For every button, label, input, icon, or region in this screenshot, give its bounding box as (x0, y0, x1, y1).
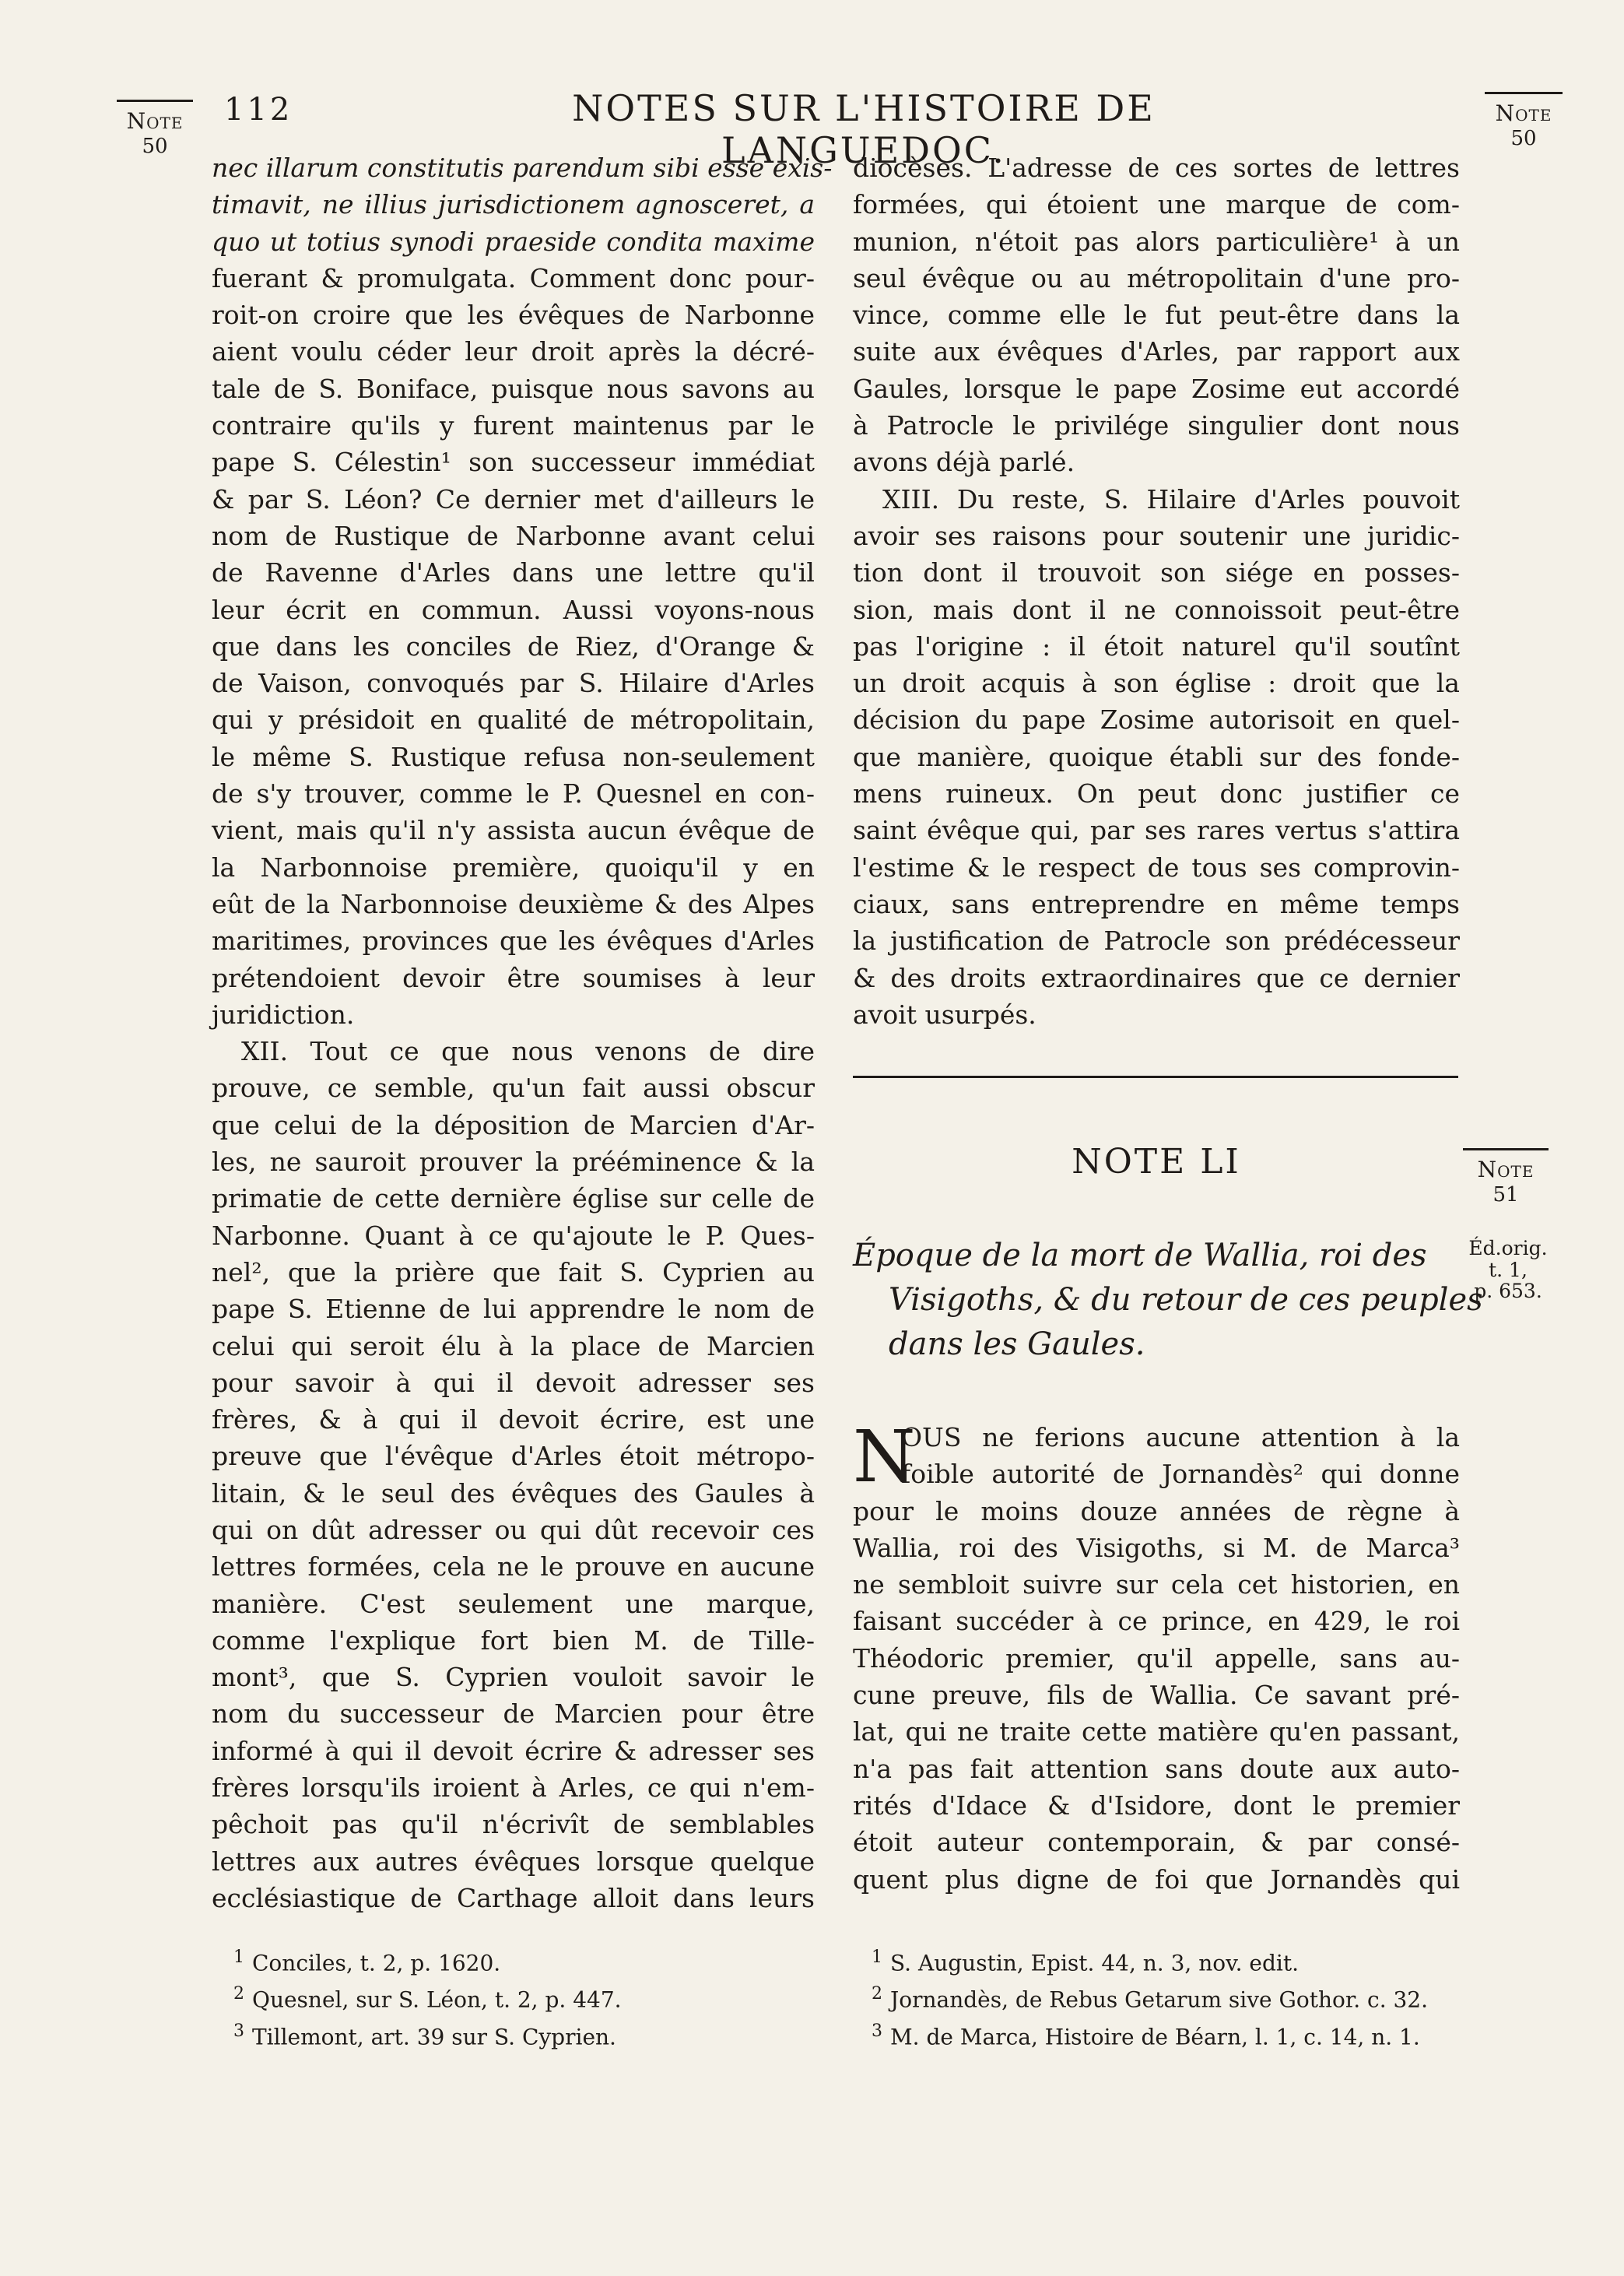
text-line: frères lorsqu'ils iroient à Arles, ce qui n'em- (212, 1772, 815, 1804)
text-line: lettres formées, cela ne le prouve en aucune (212, 1551, 815, 1582)
subtitle-line: dans les Gaules. (889, 1326, 1145, 1362)
running-title: NOTES SUR L'HISTOIRE DE LANGUEDOC. (572, 87, 1156, 171)
text-line: OUS ne ferions aucune attention à la (901, 1422, 1460, 1452)
text-line: manière. C'est seulement une marque, (212, 1588, 815, 1619)
text-line: quo ut totius synodi praeside condita maxime (212, 226, 815, 257)
footnote-text: Jornandès, de Rebus Getarum sive Gothor. c. 32. (890, 1986, 1429, 2013)
text-line: pêchoit pas qu'il n'écrivît de semblables (212, 1809, 815, 1840)
text-line: n'a pas fait attention sans doute aux auto- (853, 1753, 1460, 1784)
text-line: l'estime & le respect de tous ses comprovin- (853, 852, 1460, 883)
note-subtitle (853, 1234, 1483, 1367)
footnote-text: Quesnel, sur S. Léon, t. 2, p. 447. (252, 1986, 622, 2013)
text-line: pape S. Célestin¹ son successeur immédiat (212, 447, 815, 478)
footnote-text: Tillemont, art. 39 sur S. Cyprien. (252, 2023, 616, 2049)
text-line: foible autorité de Jornandès² qui donne (901, 1459, 1460, 1490)
text-line: tion dont il trouvoit son siége en posses- (853, 557, 1460, 588)
text-line: XIII. Du reste, S. Hilaire d'Arles pouvoit (882, 483, 1460, 515)
text-line: avoir ses raisons pour soutenir une juridic- (853, 520, 1460, 551)
footnote (872, 2016, 1478, 2053)
text-line: suite aux évêques d'Arles, par rapport aux (853, 336, 1460, 367)
text-line: un droit acquis à son église : droit que la (853, 668, 1460, 699)
text-line: qui on dût adresser ou qui dût recevoir ces (212, 1514, 815, 1545)
text-line: de Ravenne d'Arles dans une lettre qu'il (212, 557, 815, 588)
text-line: maritimes, provinces que les évêques d'Arles (212, 926, 815, 957)
footnote-text: Conciles, t. 2, p. 1620. (252, 1950, 501, 1976)
text-line: le même S. Rustique refusa non-seulement (212, 741, 815, 772)
edition-line: p. 653. (1474, 1280, 1542, 1302)
text-line: pape S. Etienne de lui apprendre le nom de (212, 1294, 815, 1325)
text-line: rités d'Idace & d'Isidore, dont le premier (853, 1790, 1460, 1821)
footnotes-right (872, 1942, 1478, 2053)
footnote-mark: 3 (872, 2021, 882, 2041)
text-line: qui y présidoit en qualité de métropolitain, (212, 704, 815, 736)
text-line: lettres aux autres évêques lorsque quelque (212, 1846, 815, 1877)
text-line: roit-on croire que les évêques de Narbonne (212, 300, 815, 331)
footnote (872, 1979, 1478, 2015)
footnote (233, 1942, 825, 1979)
text-line: sion, mais dont il ne connoissoit peut-être (853, 594, 1460, 625)
subtitle-line: Visigoths, & du retour de ces peuples (889, 1282, 1483, 1318)
text-line: ciaux, sans entreprendre en même temps (853, 888, 1460, 919)
footnote-mark: 3 (233, 2021, 244, 2041)
text-line: que dans les conciles de Riez, d'Orange & (212, 630, 815, 662)
text-line: nel², que la prière que fait S. Cyprien au (212, 1256, 815, 1287)
margin-rule (1463, 1148, 1549, 1150)
footnote-text: M. de Marca, Histoire de Béarn, l. 1, c. 14, n. 1. (890, 2023, 1420, 2049)
text-line: nom du successeur de Marcien pour être (212, 1698, 815, 1730)
text-line: la Narbonnoise première, quoiqu'il y en (212, 852, 815, 883)
text-line: contraire qu'ils y furent maintenus par le (212, 410, 815, 441)
text-line: lat, qui ne traite cette matière qu'en passant, (853, 1716, 1460, 1747)
text-line: & des droits extraordinaires que ce dernier (853, 962, 1460, 993)
subtitle-line: Époque de la mort de Wallia, roi des (853, 1238, 1427, 1273)
text-line: timavit, ne illius jurisdictionem agnosceret, a (212, 189, 815, 220)
drop-cap: N (853, 1415, 916, 1498)
footnote (233, 1979, 825, 2015)
note-heading: NOTE LI (1072, 1142, 1241, 1182)
text-line: celui qui seroit élu à la place de Marcien (212, 1330, 815, 1361)
text-line: avoit usurpés. (853, 999, 1036, 1030)
margin-note-right-top (1485, 92, 1563, 151)
text-line: Théodoric premier, qu'il appelle, sans au- (853, 1642, 1460, 1674)
text-line: comme l'explique fort bien M. de Tille- (212, 1624, 815, 1656)
margin-note-number: 50 (142, 134, 168, 158)
text-line: diocèses. L'adresse de ces sortes de lettres (853, 153, 1460, 183)
text-line: eût de la Narbonnoise deuxième & des Alpes (212, 888, 815, 919)
text-line: primatie de cette dernière église sur celle de (212, 1183, 815, 1214)
text-line: prouve, ce semble, qu'un fait aussi obscur (212, 1073, 815, 1104)
text-line: quent plus digne de foi que Jornandès qui (853, 1863, 1460, 1895)
text-line: informé à qui il devoit écrire & adresser ses (212, 1735, 815, 1766)
text-line: tale de S. Boniface, puisque nous savons au (212, 373, 815, 404)
edition-line: t. 1, (1489, 1258, 1528, 1281)
text-line: XII. Tout ce que nous venons de dire (241, 1036, 815, 1067)
text-line: Wallia, roi des Visigoths, si M. de Marca³ (853, 1532, 1460, 1563)
footnote-mark: 2 (872, 1984, 882, 2004)
text-line: faisant succéder à ce prince, en 429, le roi (853, 1606, 1460, 1637)
text-line: litain, & le seul des évêques des Gaules à (212, 1477, 815, 1509)
footnote-mark: 2 (233, 1984, 244, 2004)
text-line: seul évêque ou au métropolitain d'une pro- (853, 262, 1460, 293)
footnote (872, 1942, 1478, 1979)
text-line: les, ne sauroit prouver la prééminence & la (212, 1147, 815, 1178)
text-line: frères, & à qui il devoit écrire, est une (212, 1404, 815, 1435)
edition-line: Éd.orig. (1468, 1237, 1548, 1259)
margin-note-number: 50 (1510, 126, 1537, 150)
section-separator (853, 1076, 1458, 1078)
page-number: 112 (224, 92, 293, 128)
margin-rule (1485, 92, 1563, 94)
text-line: vient, mais qu'il n'y assista aucun évêque de (212, 815, 815, 846)
footnote-text: S. Augustin, Epist. 44, n. 3, nov. edit. (890, 1950, 1300, 1976)
text-line: à Patrocle le privilége singulier dont nous (853, 410, 1460, 441)
text-line: nom de Rustique de Narbonne avant celui (212, 520, 815, 551)
margin-note-right-mid (1463, 1148, 1549, 1207)
text-line: que celui de la déposition de Marcien d'Ar- (212, 1109, 815, 1140)
margin-note-label: Note (1477, 1157, 1535, 1182)
text-line: pour le moins douze années de règne à (853, 1495, 1460, 1526)
text-line: pour savoir à qui il devoit adresser ses (212, 1367, 815, 1398)
text-line: munion, n'étoit pas alors particulière¹ à un (853, 226, 1460, 257)
text-line: la justification de Patrocle son prédécesseur (853, 926, 1460, 957)
text-line: ecclésiastique de Carthage alloit dans leurs (212, 1882, 815, 1913)
footnotes-left (233, 1942, 825, 2053)
text-line: ne sembloit suivre sur cela cet historien, en (853, 1569, 1460, 1600)
margin-note-label: Note (1495, 100, 1552, 126)
text-line: vince, comme elle le fut peut-être dans la (853, 300, 1460, 331)
text-line: fuerant & promulgata. Comment donc pour- (212, 262, 815, 293)
text-line: mont³, que S. Cyprien vouloit savoir le (212, 1662, 815, 1693)
text-line: aient voulu céder leur droit après la décré- (212, 336, 815, 367)
text-line: formées, qui étoient une marque de com- (853, 189, 1460, 220)
text-line: Gaules, lorsque le pape Zosime eut accordé (853, 373, 1460, 404)
text-line: prétendoient devoir être soumises à leur (212, 962, 815, 993)
text-line: Narbonne. Quant à ce qu'ajoute le P. Ques- (212, 1220, 815, 1251)
text-line: que manière, quoique établi sur des fonde- (853, 741, 1460, 772)
footnote (233, 2016, 825, 2053)
right-column (853, 149, 1460, 1033)
margin-note-number: 51 (1492, 1182, 1519, 1206)
text-line: saint évêque qui, par ses rares vertus s'attira (853, 815, 1460, 846)
text-line: mens ruineux. On peut donc justifier ce (853, 778, 1460, 810)
text-line: & par S. Léon? Ce dernier met d'ailleurs le (212, 483, 815, 515)
text-line: pas l'origine : il étoit naturel qu'il soutînt (853, 630, 1460, 662)
text-line: avons déjà parlé. (853, 447, 1075, 478)
margin-note-left (117, 100, 193, 159)
text-line: de s'y trouver, comme le P. Quesnel en con- (212, 778, 815, 810)
left-column (212, 149, 833, 1916)
note-body (853, 1415, 1460, 1898)
text-line: cune preuve, fils de Wallia. Ce savant pré- (853, 1680, 1460, 1711)
footnote-mark: 1 (872, 1948, 882, 1967)
text-line: preuve que l'évêque d'Arles étoit métropo- (212, 1441, 815, 1472)
text-line: nec illarum constitutis parendum sibi esse exis- (212, 153, 833, 183)
text-line: leur écrit en commun. Aussi voyons-nous (212, 594, 815, 625)
margin-note-label: Note (126, 108, 184, 134)
footnote-mark: 1 (233, 1948, 244, 1967)
text-line: étoit auteur contemporain, & par consé- (853, 1827, 1460, 1858)
margin-rule (117, 100, 193, 102)
text-line: juridiction. (212, 999, 355, 1030)
text-line: de Vaison, convoqués par S. Hilaire d'Arles (212, 668, 815, 699)
text-line: décision du pape Zosime autorisoit en quel- (853, 704, 1460, 736)
